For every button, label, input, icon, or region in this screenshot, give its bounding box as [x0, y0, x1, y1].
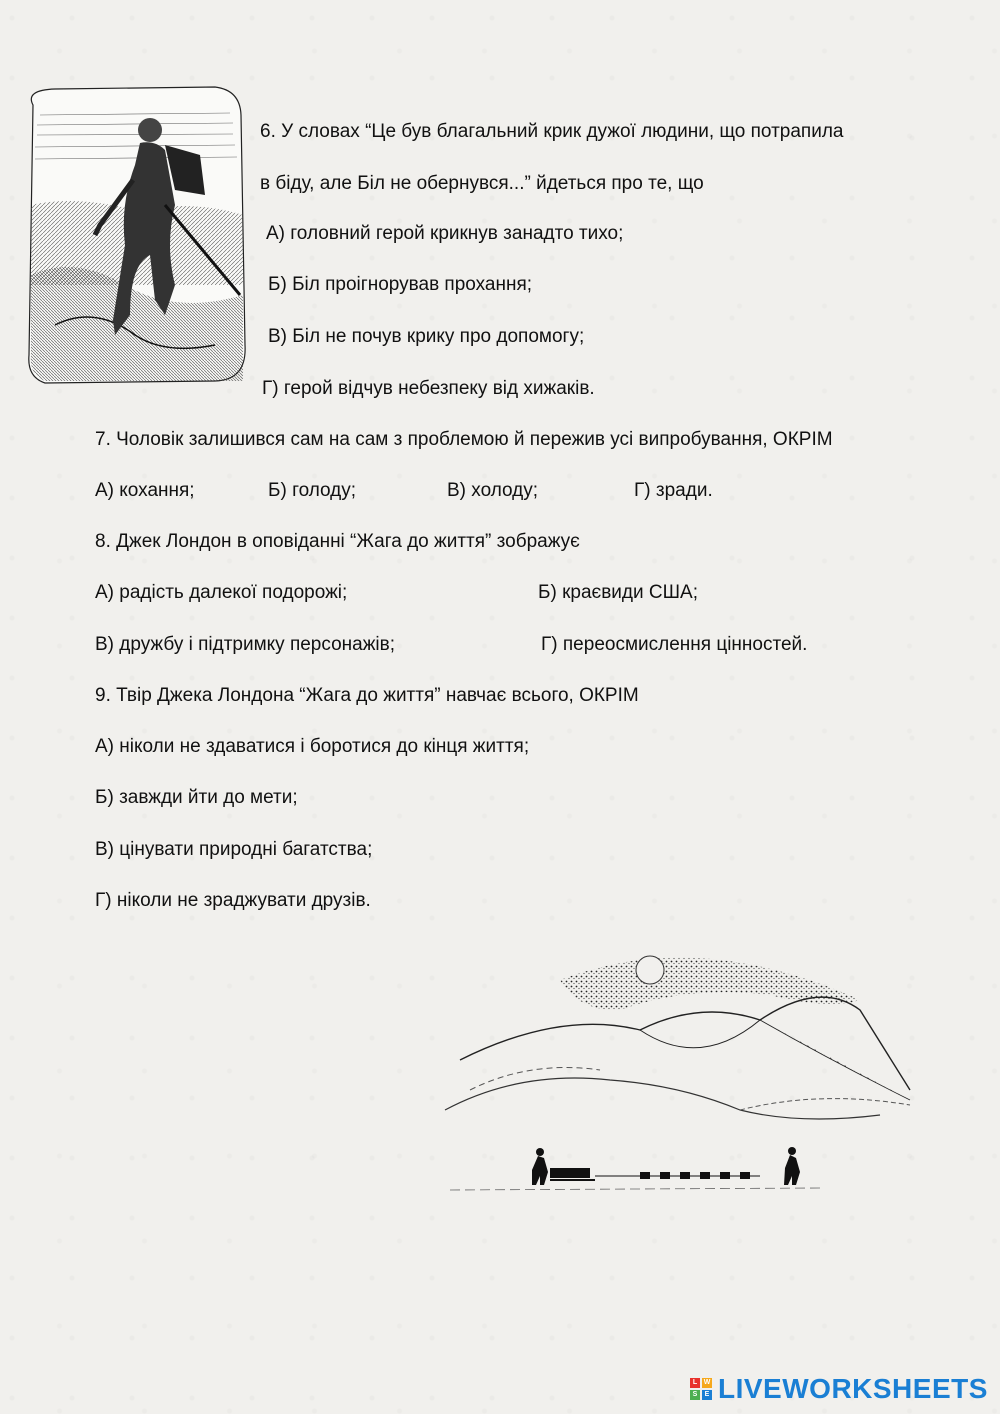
- q7-option-a[interactable]: А) кохання;: [95, 480, 195, 501]
- q8-question: 8. Джек Лондон в оповіданні “Жага до життя” зображує: [95, 531, 580, 552]
- logo-blocks-icon: [690, 1378, 712, 1400]
- logo-block-e: E: [702, 1390, 712, 1400]
- liveworksheets-logo[interactable]: [690, 1372, 988, 1406]
- logo-block-s: S: [690, 1390, 700, 1400]
- logo-block-l: L: [690, 1378, 700, 1388]
- q6-option-c[interactable]: В) Біл не почув крику про допомогу;: [268, 326, 585, 347]
- q7-option-c[interactable]: В) холоду;: [447, 480, 539, 501]
- q9-question: 9. Твір Джека Лондона “Жага до життя” навчає всього, ОКРІМ: [95, 685, 639, 706]
- q9-option-c[interactable]: В) цінувати природні багатства;: [95, 839, 373, 860]
- logo-block-w: W: [703, 1379, 711, 1386]
- q8-option-b[interactable]: Б) краєвиди США;: [538, 582, 698, 603]
- q6-option-b[interactable]: Б) Біл проігнорував прохання;: [268, 274, 533, 295]
- q6-option-d[interactable]: Г) герой відчув небезпеку від хижаків.: [262, 378, 595, 399]
- q7-question: 7. Чоловік залишився сам на сам з проблемою й пережив усі випробування, ОКРІМ: [95, 429, 833, 450]
- q7-option-b[interactable]: Б) голоду;: [268, 480, 357, 501]
- q9-option-b[interactable]: Б) завжди йти до мети;: [95, 787, 298, 808]
- q9-option-a[interactable]: А) ніколи не здаватися і боротися до кінця життя;: [95, 736, 530, 757]
- q6-option-a[interactable]: А) головний герой крикнув занадто тихо;: [266, 223, 624, 244]
- q8-option-d[interactable]: Г) переосмислення цінностей.: [541, 634, 808, 655]
- traveler-illustration: [15, 85, 250, 385]
- q6-question-line1: 6. У словах “Це був благальний крик дужої людини, що потрапила: [260, 121, 844, 142]
- q9-option-d[interactable]: Г) ніколи не зраджувати друзів.: [95, 890, 371, 911]
- q8-option-c[interactable]: В) дружбу і підтримку персонажів;: [95, 634, 396, 655]
- q7-option-d[interactable]: Г) зради.: [634, 480, 713, 501]
- logo-text: LIVEWORKSHEETS: [718, 1373, 988, 1404]
- q8-option-a[interactable]: А) радість далекої подорожі;: [95, 582, 348, 603]
- snowy-landscape-illustration: [440, 940, 920, 1200]
- q6-question-line2: в біду, але Біл не обернувся...” йдеться про те, що: [260, 173, 704, 194]
